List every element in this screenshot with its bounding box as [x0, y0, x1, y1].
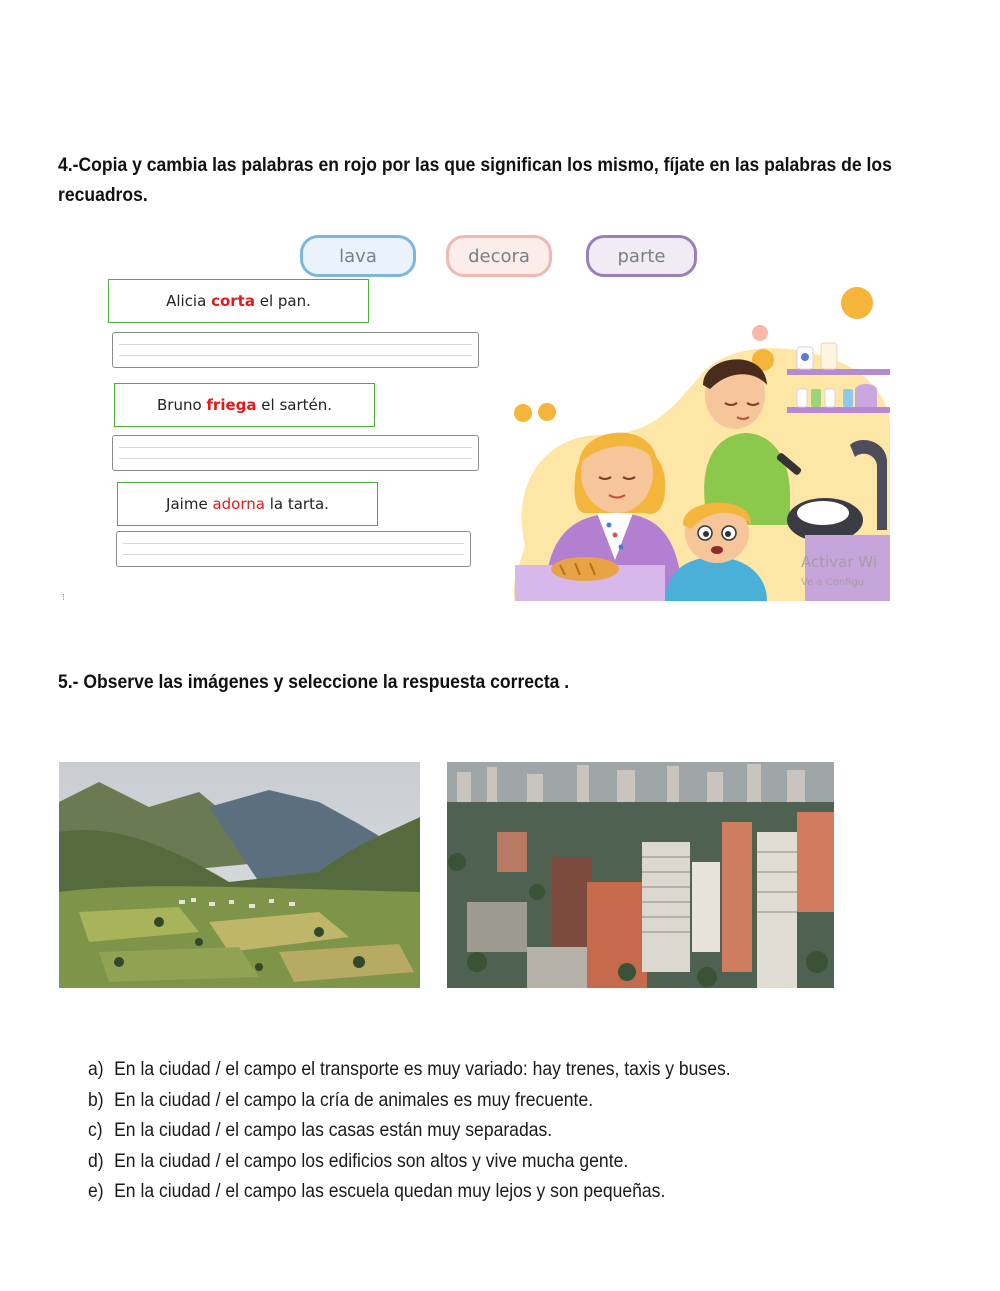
option-text: En la ciudad / el campo los edificios son altos y vive mucha gente.	[114, 1149, 629, 1172]
option-text: En la ciudad / el campo las escuela quedan muy lejos y son pequeñas.	[114, 1180, 666, 1202]
option-letter: c)	[88, 1119, 103, 1141]
option-a[interactable]	[88, 1054, 731, 1085]
watermark-line-2: Ve a Configu	[801, 577, 865, 588]
sentence-text: el sartén.	[256, 396, 333, 414]
sentence-box-3	[117, 482, 378, 526]
sentence-box-1	[108, 279, 369, 323]
option-text: En la ciudad / el campo las casas están muy separadas.	[114, 1119, 553, 1141]
countryside-photo	[59, 762, 420, 988]
sentence-text: Alicia	[166, 292, 212, 310]
answer-field-2[interactable]	[112, 435, 479, 471]
kitchen-family-illustration	[505, 285, 890, 601]
question-4-title: 4.-Copia y cambia las palabras en rojo por las que significan los mismo, fíjate en las palabras de los recuadros.	[58, 154, 892, 206]
word-chip-parte: parte	[586, 235, 697, 277]
option-letter: b)	[88, 1088, 104, 1111]
sentence-red-word: adorna	[212, 495, 265, 513]
sentence-text: la tarta.	[264, 495, 329, 513]
word-chip-lava: lava	[300, 235, 416, 277]
sentence-text: el pan.	[254, 292, 311, 310]
city-photo	[447, 762, 834, 988]
answer-field-3[interactable]	[116, 531, 471, 567]
word-chip-decora: decora	[446, 235, 552, 277]
option-text: En la ciudad / el campo la cría de animales es muy frecuente.	[114, 1088, 594, 1111]
option-letter: a)	[88, 1058, 104, 1080]
option-letter: d)	[88, 1149, 104, 1172]
sentence-text: Jaime	[166, 495, 213, 513]
sentence-text: Bruno	[156, 396, 207, 414]
option-d[interactable]	[88, 1146, 731, 1177]
option-text: En la ciudad / el campo el transporte es muy variado: hay trenes, taxis y buses.	[114, 1058, 731, 1080]
sentence-red-word: corta	[211, 292, 255, 310]
question-5-title: 5.- Observe las imágenes y seleccione la respuesta correcta .	[58, 671, 570, 693]
watermark-line-1: Activar Wi	[801, 553, 877, 571]
sentence-red-word: friega	[206, 396, 257, 414]
answer-options	[88, 1054, 731, 1207]
option-e[interactable]	[88, 1176, 731, 1207]
answer-field-1[interactable]	[112, 332, 479, 368]
sentence-box-2	[114, 383, 375, 427]
stray-mark: ⁝	[62, 592, 65, 602]
option-c[interactable]	[88, 1115, 731, 1146]
option-b[interactable]	[88, 1085, 731, 1116]
option-letter: e)	[88, 1180, 104, 1202]
